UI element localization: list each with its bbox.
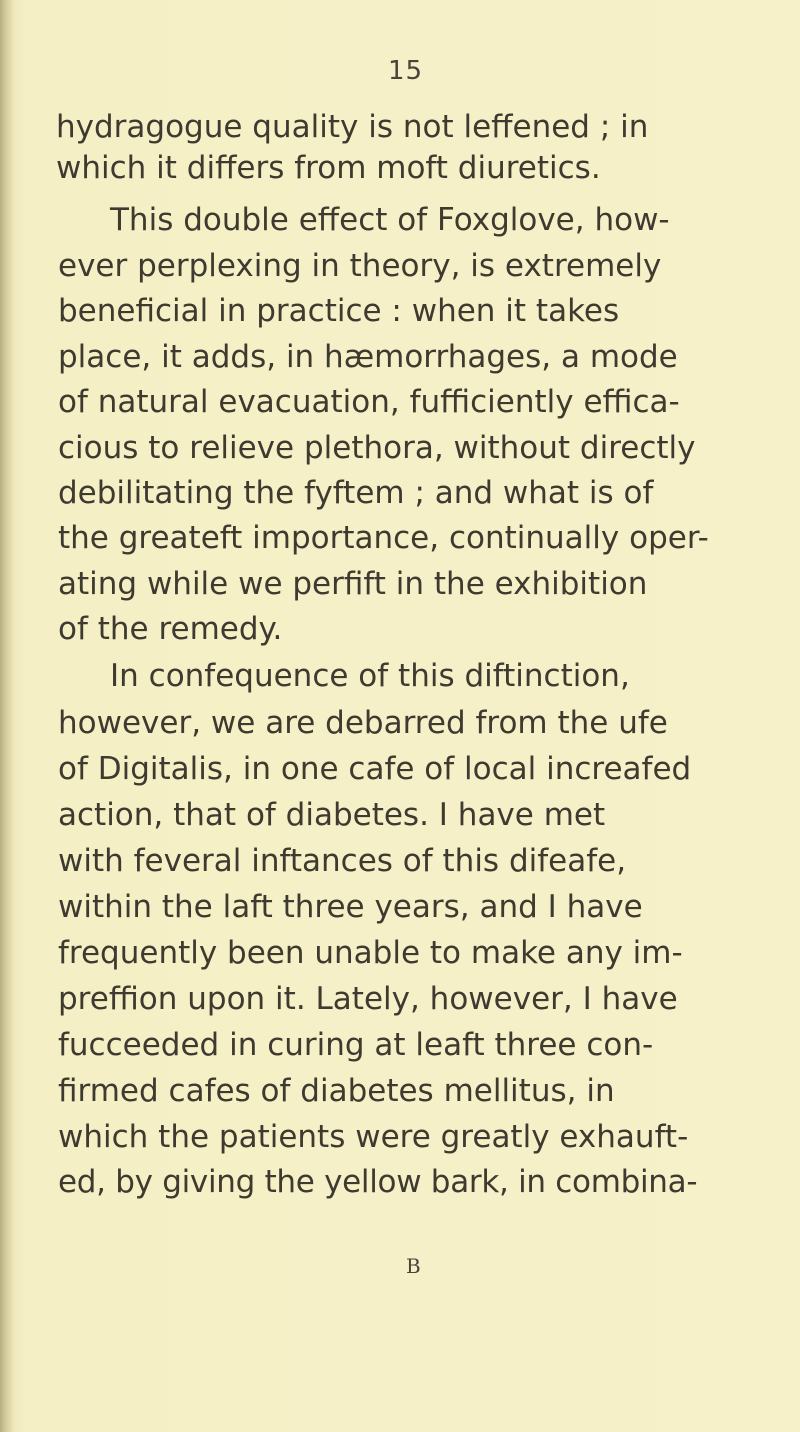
text-line: frequently been unable to make any im- [58, 935, 683, 971]
text-line: hydragogue quality is not leffened ; in [56, 109, 649, 145]
text-line: which it differs from moft diuretics. [56, 150, 601, 186]
text-line: place, it adds, in hæmorrhages, a mode [58, 339, 678, 375]
text-line: debilitating the fyftem ; and what is of [58, 475, 654, 511]
signature-mark: B [406, 1254, 421, 1278]
text-line: of Digitalis, in one cafe of local increafed [58, 751, 692, 787]
paragraph-start-line: This double effect of Foxglove, how- [110, 202, 670, 238]
text-line: however, we are debarred from the ufe [58, 705, 668, 741]
text-line: fucceeded in curing at leaft three con- [58, 1027, 654, 1063]
page-number: 15 [388, 56, 424, 86]
text-line: cious to relieve plethora, without directly [58, 430, 696, 466]
text-line: ever perplexing in theory, is extremely [58, 248, 662, 284]
text-line: with feveral inftances of this difeafe, [58, 843, 627, 879]
text-line: action, that of diabetes. I have met [58, 797, 606, 833]
paragraph-start-line: In confequence of this diftinction, [110, 658, 630, 694]
text-line: which the patients were greatly exhauft- [58, 1119, 689, 1155]
text-line: the greateft importance, continually oper- [58, 520, 709, 556]
text-line: ating while we perfift in the exhibition [58, 566, 648, 602]
text-line: preffion upon it. Lately, however, I have [58, 981, 678, 1017]
text-line: beneficial in practice : when it takes [58, 293, 620, 329]
text-line: ed, by giving the yellow bark, in combina- [58, 1164, 698, 1200]
binding-shadow [0, 0, 14, 1432]
text-line: of natural evacuation, fufficiently effica- [58, 384, 680, 420]
text-line: firmed cafes of diabetes mellitus, in [58, 1073, 615, 1109]
text-line: within the laft three years, and I have [58, 889, 643, 925]
text-line: of the remedy. [58, 611, 283, 647]
